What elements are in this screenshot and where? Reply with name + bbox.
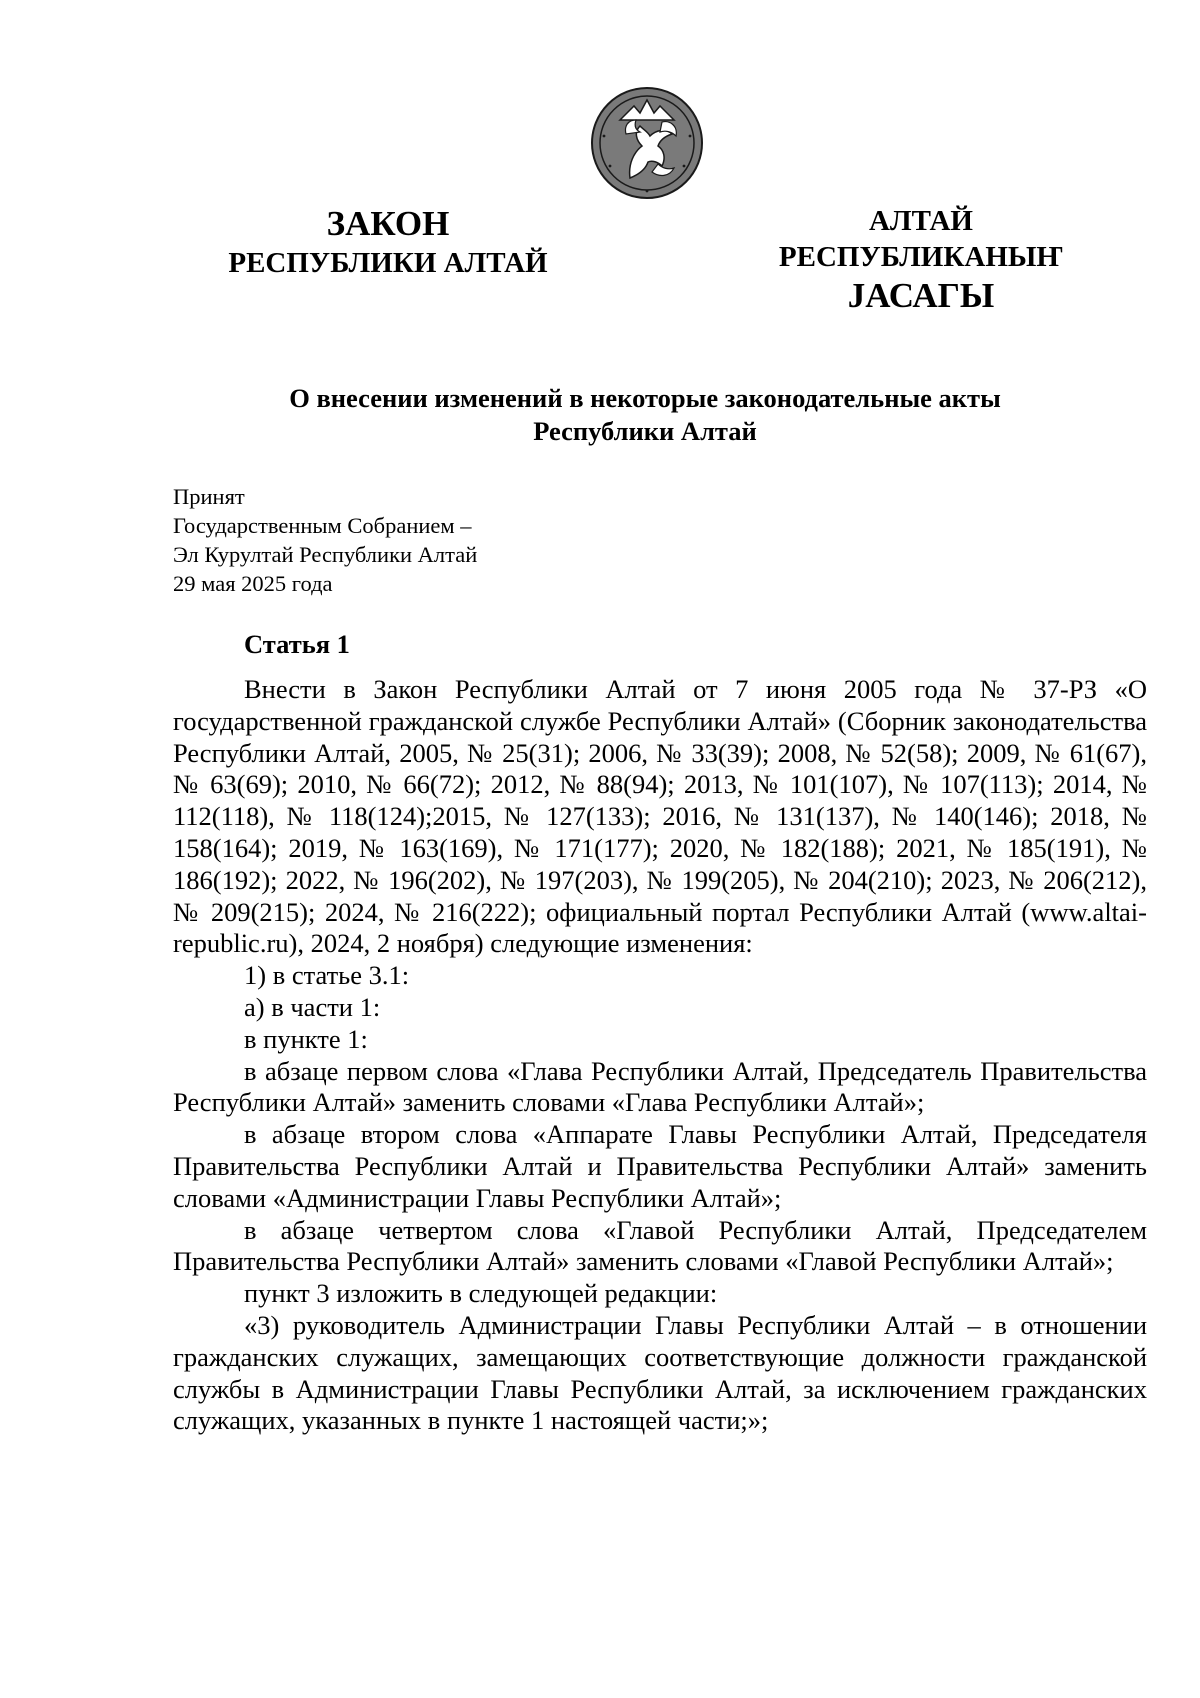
article-paragraph: «3) руководитель Администрации Главы Республики Алтай – в отношении гражданских служащих, замещающих соответствующие должности гражданской службы в Администрации Главы Республики Алтай, за исключением гражданских служащих, указанных в пункте 1 настоящей части;»; bbox=[173, 1309, 1147, 1436]
adopted-date: 29 мая 2025 года bbox=[173, 571, 333, 596]
document-title bbox=[170, 382, 1120, 448]
article-paragraph: в абзаце первом слова «Глава Республики Алтай, Председатель Правительства Республики Алтай» заменить словами «Глава Республики Алтай»; bbox=[173, 1055, 1147, 1118]
header-law-title-russian bbox=[218, 203, 558, 281]
header-law-title-altai bbox=[726, 203, 1116, 317]
article-heading: Статья 1 bbox=[244, 629, 350, 659]
header-right-line2: JАСАГЫ bbox=[847, 276, 995, 315]
adopted-line1: Принят bbox=[173, 484, 245, 509]
article-paragraph: в абзаце втором слова «Аппарате Главы Республики Алтай, Председателя Правительства Республики Алтай и Правительства Республики Алтай» заменить словами «Администрации Главы Республики Алтай»; bbox=[173, 1119, 1147, 1213]
article-paragraph: в пункте 1: bbox=[244, 1023, 368, 1054]
article-paragraph: в абзаце четвертом слова «Главой Республики Алтай, Председателем Правительства Республики Алтай» заменить словами «Главой Республики Алтай»; bbox=[173, 1214, 1147, 1277]
header-left-line1: ЗАКОН bbox=[326, 204, 450, 243]
article-paragraph: пункт 3 изложить в следующей редакции: bbox=[244, 1278, 718, 1309]
header-left-line2: РЕСПУБЛИКИ АЛТАЙ bbox=[228, 247, 548, 279]
article-body bbox=[173, 674, 1147, 1437]
document-title-line2: Республики Алтай bbox=[533, 416, 757, 446]
article-paragraph: 1) в статье 3.1: bbox=[244, 960, 410, 991]
adoption-block bbox=[173, 482, 477, 598]
adopted-line2: Государственным Собранием – bbox=[173, 513, 472, 538]
coat-of-arms-emblem bbox=[590, 86, 704, 200]
article-paragraph: а) в части 1: bbox=[244, 991, 381, 1022]
document-title-line1: О внесении изменений в некоторые законодательные акты bbox=[289, 383, 1001, 413]
adopted-line3: Эл Курултай Республики Алтай bbox=[173, 542, 478, 567]
article-paragraph: Внести в Закон Республики Алтай от 7 июня 2005 года № 37-РЗ «О государственной гражданской службе Республики Алтай» (Сборник законодательства Республики Алтай, 2005, № 25(31); 2006, № 33(39); 2008, № 52(58); 2009, № 61(67), № 63(69); 2010, № 66(72); 2012, № 88(94); 2013, № 101(107), № 107(113); 2014, № 112(118), № 118(124);2015, № 127(133); 2016, № 131(137), № 140(146); 2018, № 158(164); 2019, № 163(169), № 171(177); 2020, № 182(188); 2021, № 185(191), № 186(192); 2022, № 196(202), № 197(203), № 199(205), № 204(210); 2023, № 206(212), № 209(215); 2024, № 216(222); официальный портал Республики Алтай (www.altai-republic.ru), 2024, 2 ноября) следующие изменения: bbox=[173, 674, 1147, 959]
header-right-line1: АЛТАЙ РЕСПУБЛИКАНЫҤ bbox=[778, 205, 1064, 273]
